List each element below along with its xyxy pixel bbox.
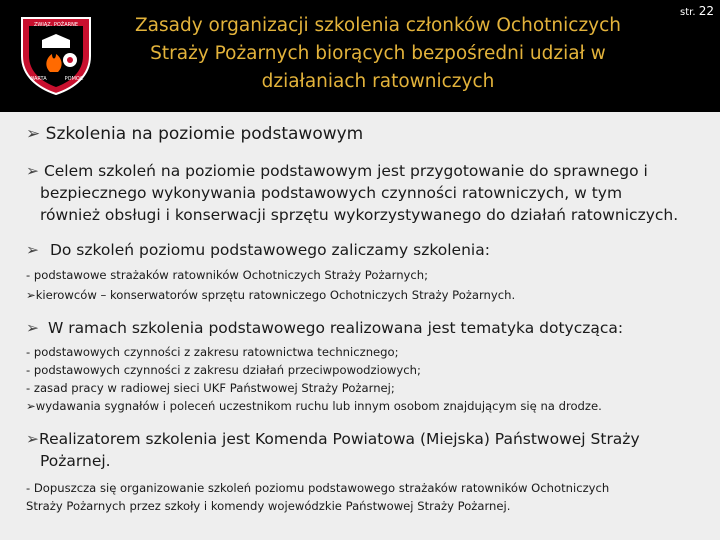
section-heading-text: Szkolenia na poziomie podstawowym <box>45 124 364 144</box>
goal-line: również obsługi i konserwacji sprzętu wykorzystywanego do działań ratowniczych. <box>40 206 679 224</box>
bullet-arrow-icon: ➢ <box>26 162 39 180</box>
logo-text-right: POMOC <box>64 76 84 82</box>
permission-line: - Dopuszcza się organizowanie szkoleń poziomu podstawowego strażaków ratowników Ochotniczych <box>26 481 610 495</box>
list-item <box>26 287 515 304</box>
goal-line: bezpiecznego wykonywania podstawowych czynności ratowniczych, w tym <box>40 184 623 202</box>
list-item: - zasad pracy w radiowej sieci UKF Państwowej Straży Pożarnej; <box>26 381 395 395</box>
list-item-text: wydawania sygnałów i poleceń uczestnikom ruchu lub innym osobom znajdującym się na drodze. <box>35 399 602 413</box>
slide-title <box>108 12 648 96</box>
trainings-paragraph <box>26 239 490 261</box>
trainings-text: Do szkoleń poziomu podstawowego zaliczamy szkolenia: <box>49 241 490 259</box>
list-item-text: kierowców – konserwatorów sprzętu ratowniczego Ochotniczych Straży Pożarnych. <box>35 288 516 302</box>
topics-paragraph <box>26 317 623 339</box>
bullet-arrow-icon: ➢ <box>26 430 39 448</box>
section-heading <box>26 124 363 144</box>
slide-body <box>0 112 720 540</box>
goal-line: Celem szkoleń na poziomie podstawowym jest przygotowanie do sprawnego i <box>43 162 648 180</box>
fire-brigade-shield-logo-icon <box>18 14 94 96</box>
bullet-arrow-icon: ➢ <box>26 124 41 144</box>
bullet-arrow-icon: ➢ <box>26 399 36 413</box>
title-line: działaniach ratowniczych <box>261 71 495 92</box>
list-item: - podstawowe strażaków ratowników Ochotniczych Straży Pożarnych; <box>26 268 429 282</box>
permission-line: Straży Pożarnych przez szkoły i komendy wojewódzkie Państwowej Straży Pożarnej. <box>26 499 511 513</box>
goal-paragraph <box>26 160 648 182</box>
topics-text: W ramach szkolenia podstawowego realizowana jest tematyka dotycząca: <box>47 319 624 337</box>
list-item <box>26 397 602 415</box>
logo-text-top: ZWIĄZ. POŻARNE <box>33 22 79 28</box>
bullet-arrow-icon: ➢ <box>26 241 39 259</box>
organizer-paragraph <box>26 428 640 450</box>
logo-text-left: WARTA <box>29 76 47 82</box>
page-number-value: 22 <box>698 4 714 18</box>
list-item: - podstawowych czynności z zakresu działań przeciwpowodziowych; <box>26 363 421 377</box>
organizer-line: Pożarnej. <box>40 452 111 470</box>
title-line: Zasady organizacji szkolenia członków Ochotniczych <box>135 15 621 36</box>
bullet-arrow-icon: ➢ <box>26 319 39 337</box>
bullet-arrow-icon: ➢ <box>26 288 36 302</box>
page-label: str. <box>680 7 696 18</box>
list-item: - podstawowych czynności z zakresu ratownictwa technicznego; <box>26 345 399 359</box>
organizer-line: Realizatorem szkolenia jest Komenda Powiatowa (Miejska) Państwowej Straży <box>39 430 640 448</box>
title-line: Straży Pożarnych biorących bezpośredni udział w <box>150 43 606 64</box>
slide-header <box>0 0 720 112</box>
page-number <box>680 4 714 18</box>
